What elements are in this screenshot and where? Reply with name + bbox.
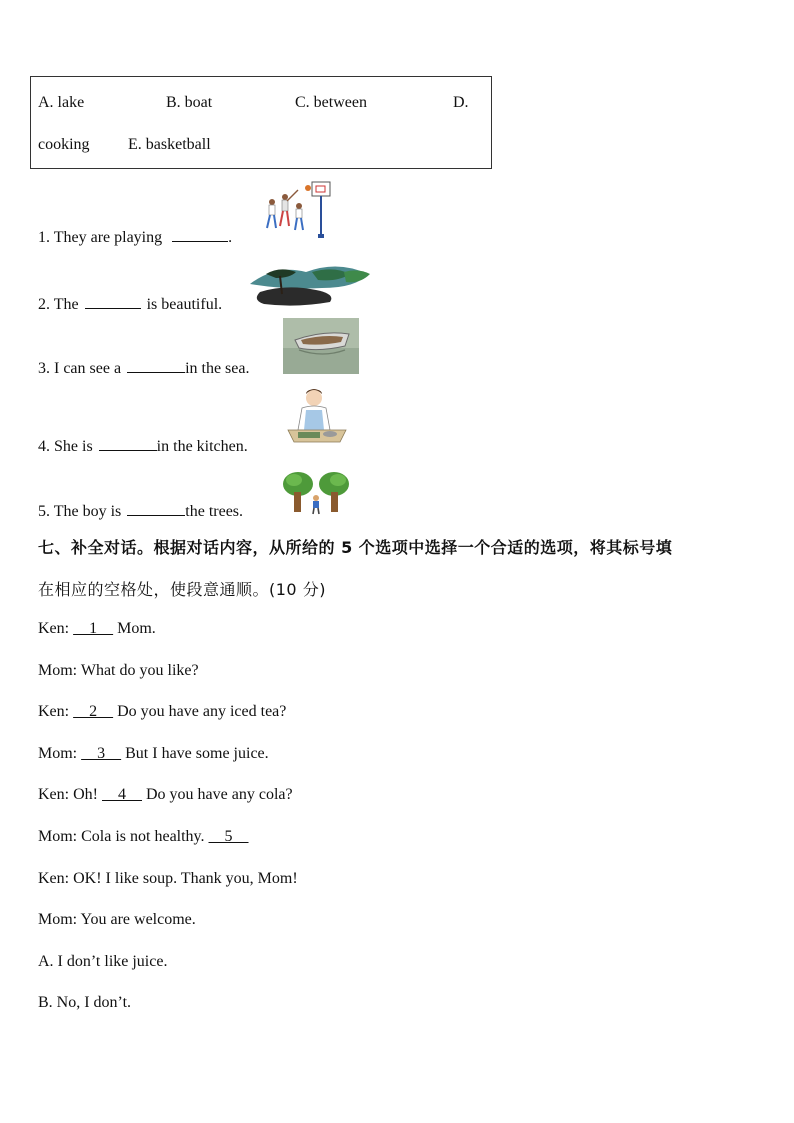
question-text: the trees. bbox=[185, 503, 244, 520]
dialogue-text: OK! I like soup. Thank you, Mom! bbox=[73, 870, 298, 887]
answer-option-a: A. I don’t like juice. bbox=[38, 953, 168, 970]
speaker-label: Mom: bbox=[38, 828, 78, 845]
answer-blank[interactable] bbox=[85, 294, 141, 309]
question-text: 2. The bbox=[38, 296, 79, 313]
option-d-word: cooking bbox=[38, 136, 90, 153]
dialogue-text: Mom. bbox=[113, 620, 156, 637]
lake-picture bbox=[246, 262, 372, 308]
dialogue-text: Do you have any iced tea? bbox=[113, 703, 287, 720]
question-text: 3. I can see a bbox=[38, 360, 122, 377]
dialogue-line bbox=[38, 786, 293, 804]
question-2 bbox=[38, 294, 222, 314]
options-box bbox=[30, 76, 492, 169]
speaker-label: Mom: bbox=[38, 745, 78, 762]
question-4 bbox=[38, 436, 248, 456]
option-c: C. between bbox=[295, 94, 367, 111]
dialogue-line bbox=[38, 828, 249, 846]
speaker-label: Ken: bbox=[38, 620, 70, 637]
answer-blank[interactable] bbox=[127, 501, 185, 516]
option-a: A. lake bbox=[38, 94, 85, 111]
answer-blank[interactable]: 5 bbox=[208, 828, 249, 845]
speaker-label: Ken: bbox=[38, 786, 70, 803]
dialogue-text: You are welcome. bbox=[80, 911, 196, 928]
cooking-picture bbox=[284, 386, 350, 450]
answer-blank[interactable]: 3 bbox=[81, 745, 122, 762]
answer-blank[interactable]: 2 bbox=[73, 703, 114, 720]
answer-blank[interactable] bbox=[99, 436, 157, 451]
question-1 bbox=[38, 227, 232, 247]
dialogue-line bbox=[38, 911, 196, 929]
question-text: is beautiful. bbox=[146, 296, 223, 313]
boat-picture bbox=[283, 318, 359, 374]
option-e: E. basketball bbox=[128, 136, 211, 153]
dialogue-text: But I have some juice. bbox=[121, 745, 269, 762]
dialogue-line bbox=[38, 870, 298, 888]
question-5 bbox=[38, 501, 243, 521]
dialogue-line bbox=[38, 703, 286, 721]
answer-blank[interactable] bbox=[127, 358, 185, 373]
speaker-label: Mom: bbox=[38, 911, 78, 928]
question-3 bbox=[38, 358, 249, 378]
option-d-letter: D. bbox=[453, 94, 469, 111]
answer-blank[interactable]: 1 bbox=[73, 620, 114, 637]
speaker-label: Ken: bbox=[38, 703, 70, 720]
question-text: 4. She is bbox=[38, 438, 93, 455]
dialogue-text: Cola is not healthy. bbox=[81, 828, 209, 845]
dialogue-line bbox=[38, 620, 156, 638]
answer-blank[interactable] bbox=[172, 227, 228, 242]
section-heading-continued: 在相应的空格处，使段意通顺。(10 分) bbox=[38, 580, 326, 599]
speaker-label: Ken: bbox=[38, 870, 70, 887]
question-text: 5. The boy is bbox=[38, 503, 122, 520]
section-heading: 七、补全对话。根据对话内容，从所给的 5 个选项中选择一个合适的选项，将其标号填 bbox=[38, 538, 673, 557]
question-text: in the sea. bbox=[185, 360, 250, 377]
question-text: 1. They are playing bbox=[38, 229, 163, 246]
dialogue-line bbox=[38, 745, 269, 763]
question-text: in the kitchen. bbox=[156, 438, 248, 455]
answer-blank[interactable]: 4 bbox=[102, 786, 142, 803]
dialogue-text: Do you have any cola? bbox=[142, 786, 293, 803]
option-b: B. boat bbox=[166, 94, 213, 111]
basketball-picture bbox=[258, 180, 336, 242]
answer-option-b: B. No, I don’t. bbox=[38, 994, 132, 1011]
dialogue-text: What do you like? bbox=[80, 662, 199, 679]
dialogue-line bbox=[38, 662, 199, 680]
question-text: . bbox=[228, 229, 233, 246]
dialogue-text: Oh! bbox=[73, 786, 102, 803]
speaker-label: Mom: bbox=[38, 662, 78, 679]
trees-picture bbox=[282, 468, 350, 516]
